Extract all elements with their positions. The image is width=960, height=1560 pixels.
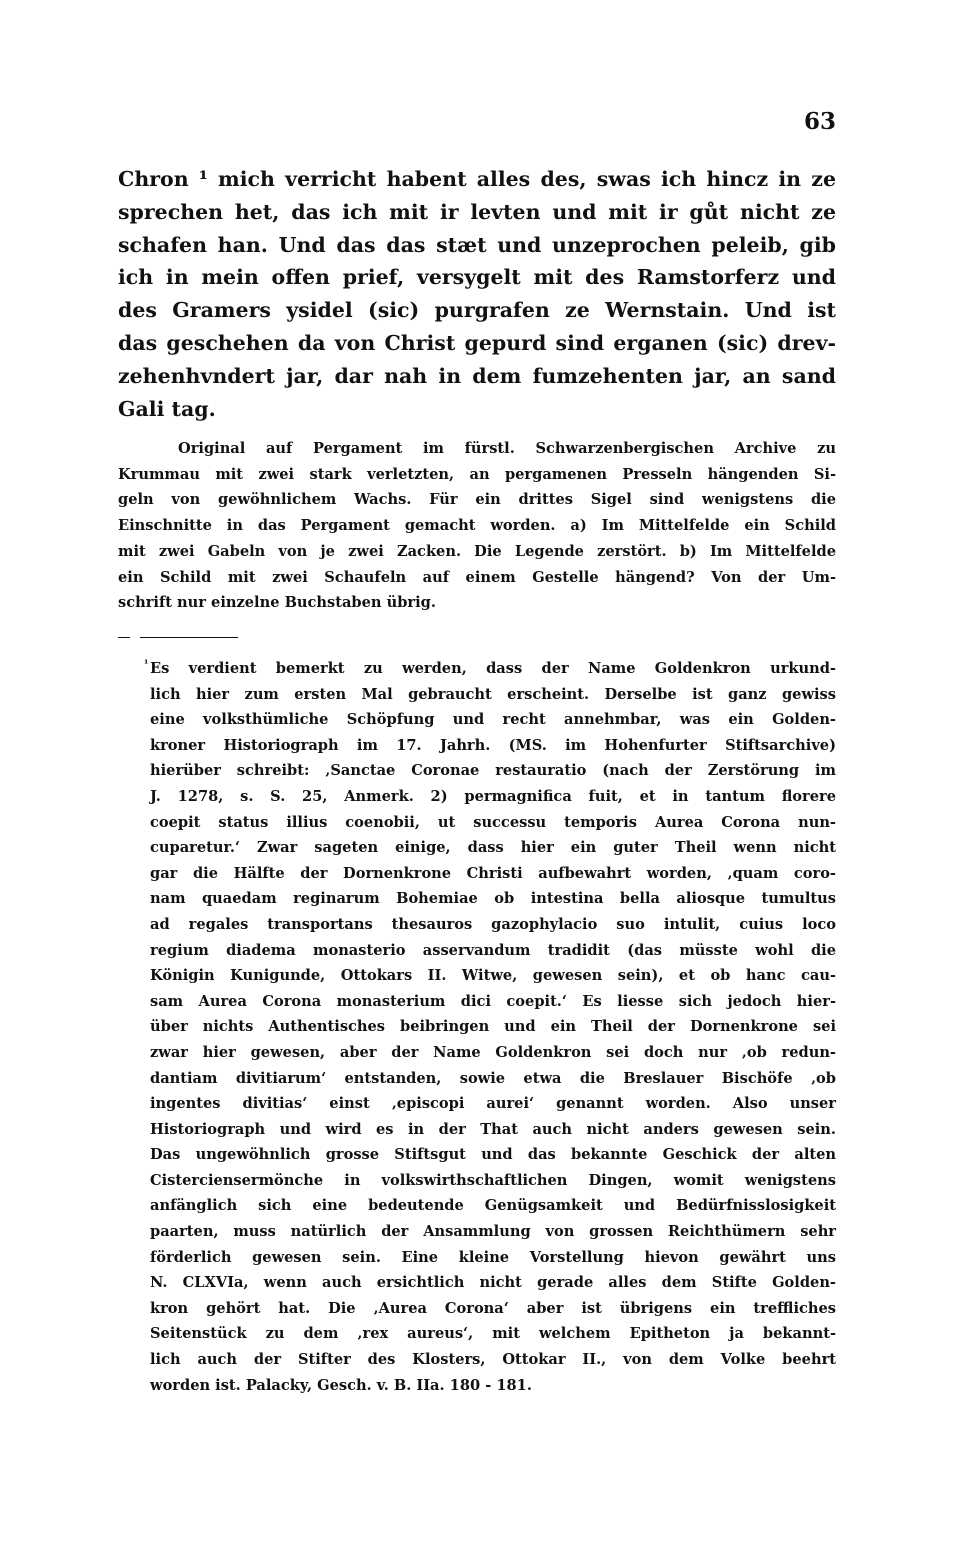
archival-note-line: mit zwei Gabeln von je zwei Zacken. Die Legende zerstört. b) Im Mittelfelde	[118, 542, 836, 560]
archival-note	[118, 436, 836, 616]
footnote-line: dantiam divitiarum‘ entstanden, sowie etwa die Breslauer Bischöfe ‚ob	[150, 1069, 836, 1087]
footnote-line: lich auch der Stifter des Klosters, Ottokar II., von dem Volke beehrt	[150, 1351, 836, 1369]
footnote-line: anfänglich sich eine bedeutende Genügsamkeit und Bedürfnisslosigkeit	[150, 1197, 836, 1215]
footnote-line: J. 1278, s. S. 25, Anmerk. 2) permagnifica fuit, et in tantum florere	[150, 787, 836, 805]
footnote-marker: ¹	[144, 659, 149, 670]
footnote-line: coepit status illius coenobii, ut successu temporis Aurea Corona nun-	[150, 813, 836, 831]
footnote-line: Cisterciensermönche in volkswirthschaftlichen Dingen, womit wenigstens	[150, 1171, 836, 1189]
main-text-line: Gali tag.	[118, 396, 216, 421]
footnote-line: Historiograph und wird es in der That auch nicht anders gewesen sein.	[150, 1120, 836, 1138]
main-text-line: Chron ¹ mich verricht habent alles des, swas ich hincz in ze	[118, 167, 836, 191]
archival-note-line: schrift nur einzelne Buchstaben übrig.	[118, 594, 436, 612]
footnote-separator-rule	[140, 637, 238, 638]
footnote-line: N. CLXVIa, wenn auch ersichtlich nicht gerade alles dem Stifte Golden-	[150, 1274, 836, 1292]
footnote-line: worden ist. Palacky, Gesch. v. B. IIa. 180 - 181.	[150, 1376, 532, 1394]
footnote-line: regium diadema monasterio asservandum tradidit (das müsste wohl die	[150, 941, 836, 959]
page-number: 63	[803, 108, 836, 135]
main-text-line: sprechen het, das ich mit ir levten und mit ir gůt nicht ze	[118, 199, 836, 224]
footnote-line: sam Aurea Corona monasterium dici coepit.‘ Es liesse sich jedoch hier-	[150, 992, 836, 1010]
footnote-separator-dash	[118, 637, 130, 638]
footnote-line: cuparetur.‘ Zwar sageten einige, dass hier ein guter Theil wenn nicht	[150, 839, 836, 857]
footnote-line: hierüber schreibt: ‚Sanctae Coronae restauratio (nach der Zerstörung im	[150, 762, 836, 780]
footnote-line: ingentes divitias‘ einst ‚episcopi aurei‘ genannt worden. Also unser	[150, 1095, 836, 1113]
footnote-line: kron gehört hat. Die ‚Aurea Corona‘ aber ist übrigens ein treffliches	[150, 1299, 836, 1317]
archival-note-line: geln von gewöhnlichem Wachs. Für ein drittes Sigel sind wenigstens die	[118, 491, 836, 509]
footnote-line: Es verdient bemerkt zu werden, dass der Name Goldenkron urkund-	[150, 660, 836, 677]
footnote-line: kroner Historiograph im 17. Jahrh. (MS. im Hohenfurter Stiftsarchive)	[150, 736, 836, 754]
archival-note-line: Original auf Pergament im fürstl. Schwarzenbergischen Archive zu	[178, 440, 836, 457]
footnote-line: lich hier zum ersten Mal gebraucht erscheint. Derselbe ist ganz gewiss	[150, 685, 836, 703]
archival-note-line: ein Schild mit zwei Schaufeln auf einem Gestelle hängend? Von der Um-	[118, 568, 836, 586]
footnote-line: ad regales transportans thesauros gazophylacio suo intulit, cuius loco	[150, 915, 836, 933]
footnote-line: zwar hier gewesen, aber der Name Goldenkron sei doch nur ‚ob redun-	[150, 1043, 836, 1061]
main-text	[118, 163, 836, 425]
footnote-line: Seitenstück zu dem ‚rex aureus‘, mit welchem Epitheton ja bekannt-	[150, 1325, 836, 1343]
footnote-line: gar die Hälfte der Dornenkrone Christi aufbewahrt worden, ‚quam coro-	[150, 864, 836, 882]
footnote-line: paarten, muss natürlich der Ansammlung von grossen Reichthümern sehr	[150, 1223, 836, 1241]
footnote-line: über nichts Authentisches beibringen und ein Theil der Dornenkrone sei	[150, 1018, 836, 1036]
main-text-line: ich in mein offen prief, versygelt mit des Ramstorferz und	[118, 265, 836, 290]
main-text-line: das geschehen da von Christ gepurd sind erganen (sic) drev-	[118, 330, 836, 355]
main-text-line: des Gramers ysidel (sic) purgrafen ze Wernstain. Und ist	[118, 298, 836, 323]
footnote-line: förderlich gewesen sein. Eine kleine Vorstellung hievon gewährt uns	[150, 1248, 836, 1266]
main-text-line: zehenhvndert jar, dar nah in dem fumzehenten jar, an sand	[118, 363, 836, 388]
archival-note-line: Einschnitte in das Pergament gemacht worden. a) Im Mittelfelde ein Schild	[118, 517, 836, 535]
footnote	[144, 656, 836, 1398]
footnote-line: eine volksthümliche Schöpfung und recht annehmbar, was ein Golden-	[150, 711, 836, 729]
footnote-line: nam quaedam reginarum Bohemiae ob intestina bella aliosque tumultus	[150, 890, 836, 908]
footnote-line: Das ungewöhnlich grosse Stiftsgut und das bekannte Geschick der alten	[150, 1146, 836, 1164]
main-text-line: schafen han. Und das das stæt und unzeprochen peleib, gib	[118, 232, 836, 257]
archival-note-line: Krummau mit zwei stark verletzten, an pergamenen Presseln hängenden Si-	[118, 465, 836, 483]
footnote-line: Königin Kunigunde, Ottokars II. Witwe, gewesen sein), et ob hanc cau-	[150, 967, 836, 985]
